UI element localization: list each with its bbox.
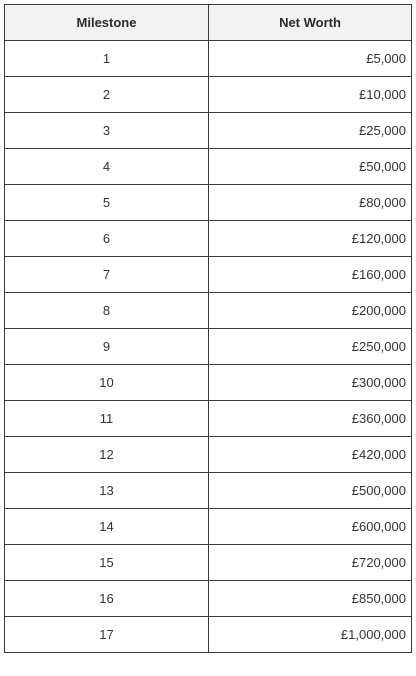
milestone-cell: 14 <box>5 509 209 545</box>
milestone-cell: 10 <box>5 365 209 401</box>
table-row <box>5 293 412 329</box>
milestone-cell: 6 <box>5 221 209 257</box>
net-worth-cell: £250,000 <box>209 329 412 365</box>
table-row <box>5 257 412 293</box>
net-worth-cell: £50,000 <box>209 149 412 185</box>
table-row <box>5 329 412 365</box>
net-worth-cell: £200,000 <box>209 293 412 329</box>
table-row <box>5 41 412 77</box>
table-row <box>5 113 412 149</box>
net-worth-cell: £1,000,000 <box>209 617 412 653</box>
table-row <box>5 185 412 221</box>
milestone-cell: 1 <box>5 41 209 77</box>
net-worth-cell: £160,000 <box>209 257 412 293</box>
net-worth-cell: £600,000 <box>209 509 412 545</box>
table-body <box>5 41 412 653</box>
net-worth-cell: £420,000 <box>209 437 412 473</box>
table-row <box>5 365 412 401</box>
milestone-cell: 11 <box>5 401 209 437</box>
table-row <box>5 545 412 581</box>
milestone-cell: 8 <box>5 293 209 329</box>
net-worth-cell: £850,000 <box>209 581 412 617</box>
net-worth-cell: £300,000 <box>209 365 412 401</box>
milestone-cell: 13 <box>5 473 209 509</box>
net-worth-cell: £360,000 <box>209 401 412 437</box>
net-worth-cell: £5,000 <box>209 41 412 77</box>
table-row <box>5 401 412 437</box>
milestone-cell: 17 <box>5 617 209 653</box>
table-row <box>5 581 412 617</box>
net-worth-cell: £10,000 <box>209 77 412 113</box>
milestone-cell: 2 <box>5 77 209 113</box>
net-worth-cell: £25,000 <box>209 113 412 149</box>
milestone-table <box>4 4 412 653</box>
milestone-cell: 15 <box>5 545 209 581</box>
milestone-cell: 5 <box>5 185 209 221</box>
header-milestone: Milestone <box>5 5 209 41</box>
net-worth-cell: £80,000 <box>209 185 412 221</box>
table-row <box>5 509 412 545</box>
table-row <box>5 437 412 473</box>
milestone-cell: 12 <box>5 437 209 473</box>
net-worth-cell: £120,000 <box>209 221 412 257</box>
table-row <box>5 221 412 257</box>
header-net-worth: Net Worth <box>209 5 412 41</box>
milestone-cell: 7 <box>5 257 209 293</box>
milestone-cell: 4 <box>5 149 209 185</box>
net-worth-cell: £500,000 <box>209 473 412 509</box>
milestone-cell: 3 <box>5 113 209 149</box>
milestone-cell: 9 <box>5 329 209 365</box>
table-row <box>5 473 412 509</box>
net-worth-cell: £720,000 <box>209 545 412 581</box>
milestone-cell: 16 <box>5 581 209 617</box>
table-header <box>5 5 412 41</box>
table-row <box>5 617 412 653</box>
table-row <box>5 149 412 185</box>
header-row <box>5 5 412 41</box>
table-row <box>5 77 412 113</box>
